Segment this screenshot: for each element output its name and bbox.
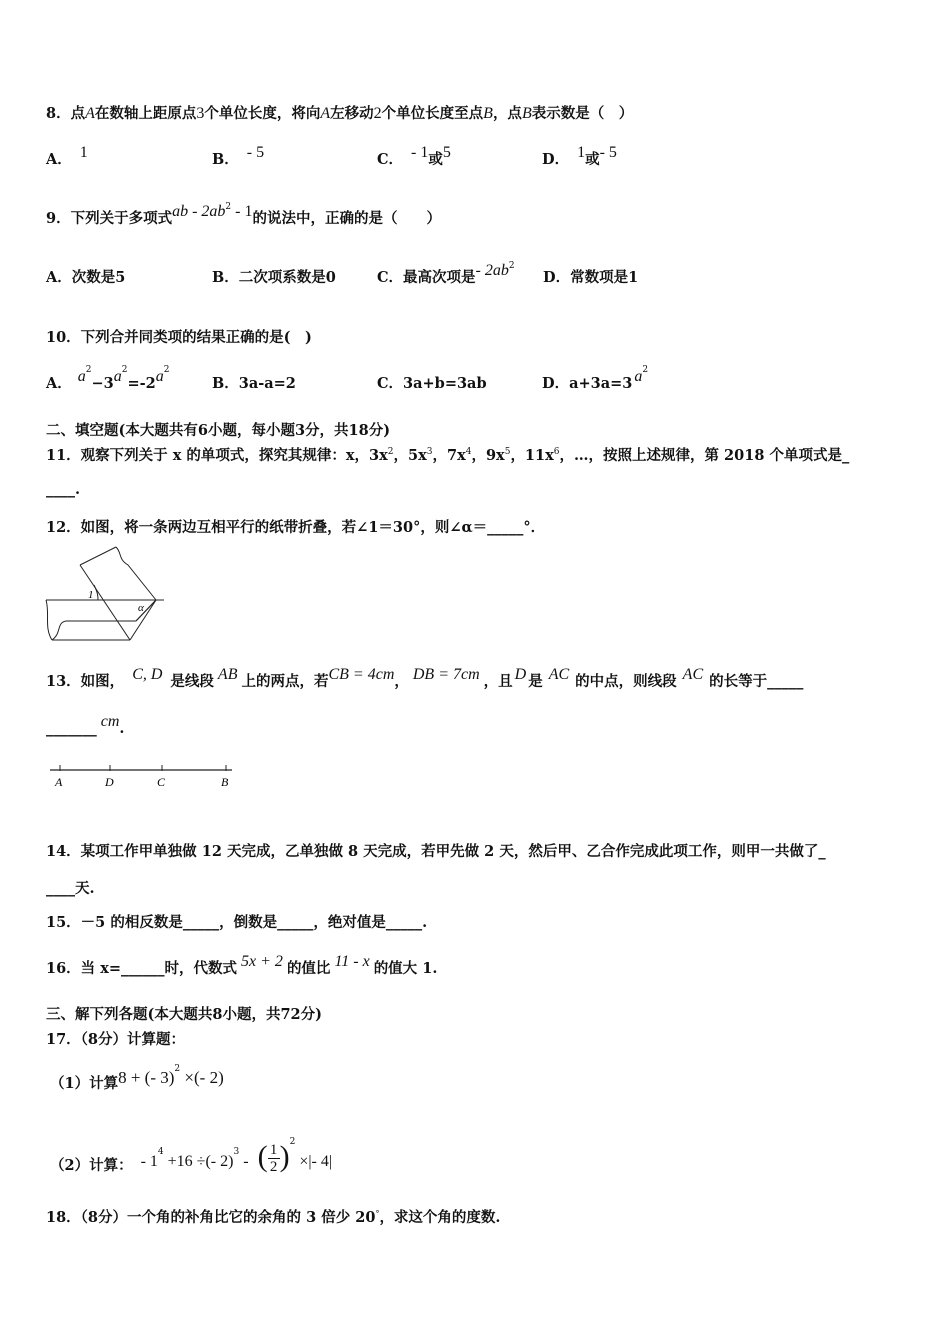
q17-stem: 17．（8分）计算题： [46, 1031, 186, 1048]
q17-right-paren: ) [279, 1140, 290, 1173]
q10-option-a: A． $a^2-3a^2=-2a^2$ [46, 365, 170, 392]
q13-label-a: A [55, 775, 63, 789]
q12-folded-strip-figure [44, 543, 164, 643]
q9-option-d: D．常数项是1 [543, 269, 639, 286]
section-3-heading: 三、解下列各题(本大题共8小题，共72分) [46, 1006, 322, 1023]
q9-option-b: B．二次项系数是0 [212, 269, 336, 286]
q14-answer-blank: ____天. [46, 880, 95, 897]
q15-stem: 15．－5 的相反数是_____，倒数是_____，绝对值是_____. [46, 914, 428, 931]
q17-left-paren: ( [257, 1140, 268, 1173]
q8-option-d: D． 1或- 5 [542, 144, 617, 168]
q8-option-b: B． - 5 [212, 144, 265, 168]
q9-option-a: A．次数是5 [46, 269, 126, 286]
q10-option-b: B．3a-a=2 [212, 375, 296, 392]
q13-label-b: B [221, 775, 229, 789]
q13-line-segment-figure [46, 760, 236, 792]
q14-stem: 14．某项工作甲单独做 12 天完成，乙单独做 8 天完成，若甲先做 2 天，然后甲、乙合作完成此项工作，则甲一共做了_ [46, 843, 826, 860]
q12-angle-alpha-label: α [138, 602, 144, 614]
q13-label-c: C [157, 775, 166, 789]
q9-option-c: C．最高次项是- $2ab^2$ [377, 261, 515, 286]
q17-fraction: $\frac{1}{2}$ [268, 1142, 280, 1175]
q12-stem: 12．如图，将一条两边互相平行的纸带折叠，若∠1＝30°，则∠α＝_____°． [46, 519, 546, 536]
q12-angle-1-label: 1 [88, 589, 94, 601]
q18-stem: 18．（8分）一个角的补角比它的余角的 3 倍少 20°，求这个角的度数. [46, 1209, 501, 1226]
q13-answer-line: _______ cm. [46, 713, 125, 737]
q10-option-c: C．3a+b=3ab [377, 375, 487, 392]
q13-stem: 13．如图， C, D 是线段 AB 上的两点，若CB = 4cm， DB = 7cm ，且 D 是 AC 的中点，则线段 AC 的长等于_____ [46, 666, 804, 690]
q16-stem: 16．当 x=______时，代数式 5x + 2 的值比 11 - x 的值大 1. [46, 953, 438, 977]
q17-part-1: （1）计算8 + (- 3)$^2$ ×(- 2) [50, 1064, 224, 1092]
q8-option-a: A． 1 [46, 144, 88, 168]
q17-part-2: （2）计算： - $1^4 +16$ ÷(- 2)$^3$ - ( $\frac{1}{2}$ )$^2$ ×|- 4| [50, 1137, 333, 1175]
q8-stem: 8．点A在数轴上距原点3个单位长度，将向A左移动2个单位长度至点B，点B表示数是（ ） [46, 105, 634, 122]
q11-stem: 11．观察下列关于 x 的单项式，探究其规律：x，$3x^2$，$5x^3$，$7x^4$，$9x^5$，$11x^6$，…，按照上述规律，第 2018 个单项式是_ [46, 447, 850, 464]
q11-answer-blank: ____. [46, 481, 81, 498]
q8-option-c: C． - 1或5 [377, 144, 451, 168]
section-2-heading: 二、填空题(本大题共有6小题，每小题3分，共18分) [46, 422, 391, 439]
q10-stem: 10．下列合并同类项的结果正确的是( ) [46, 329, 312, 346]
q9-stem: 9．下列关于多项式ab - $2ab^2 - 1$的说法中，正确的是（ ） [46, 202, 441, 227]
q10-option-d: D．a+3a=3 $a^2$ [542, 365, 649, 392]
q13-label-d: D [105, 775, 114, 789]
